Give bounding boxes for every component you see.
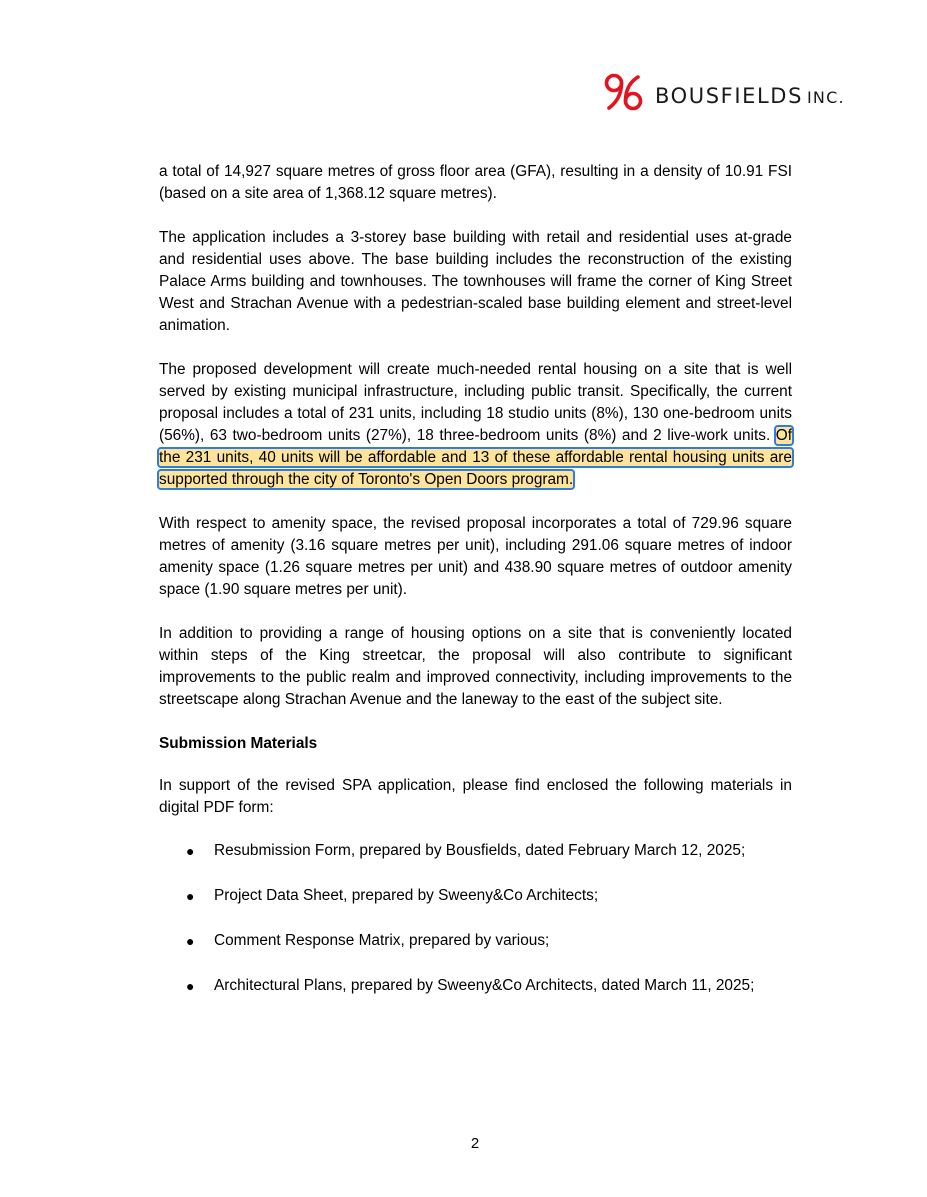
list-item-text: Resubmission Form, prepared by Bousfields, dated February March 12, 2025; — [214, 842, 746, 859]
paragraph-gfa: a total of 14,927 square metres of gross floor area (GFA), resulting in a density of 10.91 FSI (based on a site area of 1,368.12 square metres). — [159, 163, 792, 202]
list-item-text: Project Data Sheet, prepared by Sweeny&Co Architects; — [214, 887, 599, 904]
list-item — [159, 840, 762, 862]
section-heading-submission-materials: Submission Materials — [159, 735, 318, 752]
bullet-icon: ● — [186, 843, 195, 859]
paragraph-materials-intro: In support of the revised SPA application, please find enclosed the following materials in digital PDF form: — [159, 777, 792, 816]
rental-housing-text: The proposed development will create much-needed rental housing on a site that is well served by existing municipal infrastructure, including public transit. Specifically, the current proposal includes a total of 231 units, including 18 studio units (8%), 130 one-bedroom units (56%), 63 two-bedroom units (27%), 18 three-bedroom units (8%) and 2 live-work units. — [159, 361, 792, 444]
bousfields-logo-icon — [603, 72, 647, 114]
bullet-icon: ● — [186, 933, 195, 949]
paragraph-rental-housing — [159, 359, 792, 491]
list-item — [159, 885, 762, 907]
page-number: 2 — [470, 1135, 480, 1152]
list-item — [159, 975, 762, 997]
company-logo — [603, 72, 845, 114]
logo-wordmark — [655, 80, 845, 107]
bullet-icon: ● — [186, 978, 195, 994]
materials-list — [159, 840, 792, 997]
logo-name: BOUSFIELDS — [655, 83, 804, 108]
list-item-text: Architectural Plans, prepared by Sweeny&Co Architects, dated March 11, 2025; — [214, 977, 755, 994]
list-item — [159, 930, 762, 952]
paragraph-base-building: The application includes a 3-storey base building with retail and residential uses at-grade and residential uses above. The base building includes the reconstruction of the existing Palace Arms building and townhouses. The townhouses will frame the corner of King Street West and Strachan Avenue with a pedestrian-scaled base building element and street-level animation. — [159, 229, 792, 334]
highlighted-affordable-units[interactable]: Of the 231 units, 40 units will be affordable and 13 of these affordable rental housing units are supported through the city of Toronto's Open Doors program. — [159, 427, 792, 488]
letter-body — [159, 161, 792, 1020]
paragraph-public-realm: In addition to providing a range of housing options on a site that is conveniently located within steps of the King streetcar, the proposal will also contribute to significant improvements to the public realm and improved connectivity, including improvements to the streetscape along Strachan Avenue and the laneway to the east of the subject site. — [159, 625, 792, 708]
bullet-icon: ● — [186, 888, 195, 904]
list-item-text: Comment Response Matrix, prepared by various; — [214, 932, 550, 949]
paragraph-amenity-space: With respect to amenity space, the revised proposal incorporates a total of 729.96 square metres of amenity (3.16 square metres per unit), including 291.06 square metres of indoor amenity space (1.26 square metres per unit) and 438.90 square metres of outdoor amenity space (1.90 square metres per unit). — [159, 515, 792, 598]
logo-suffix: INC. — [807, 87, 845, 107]
